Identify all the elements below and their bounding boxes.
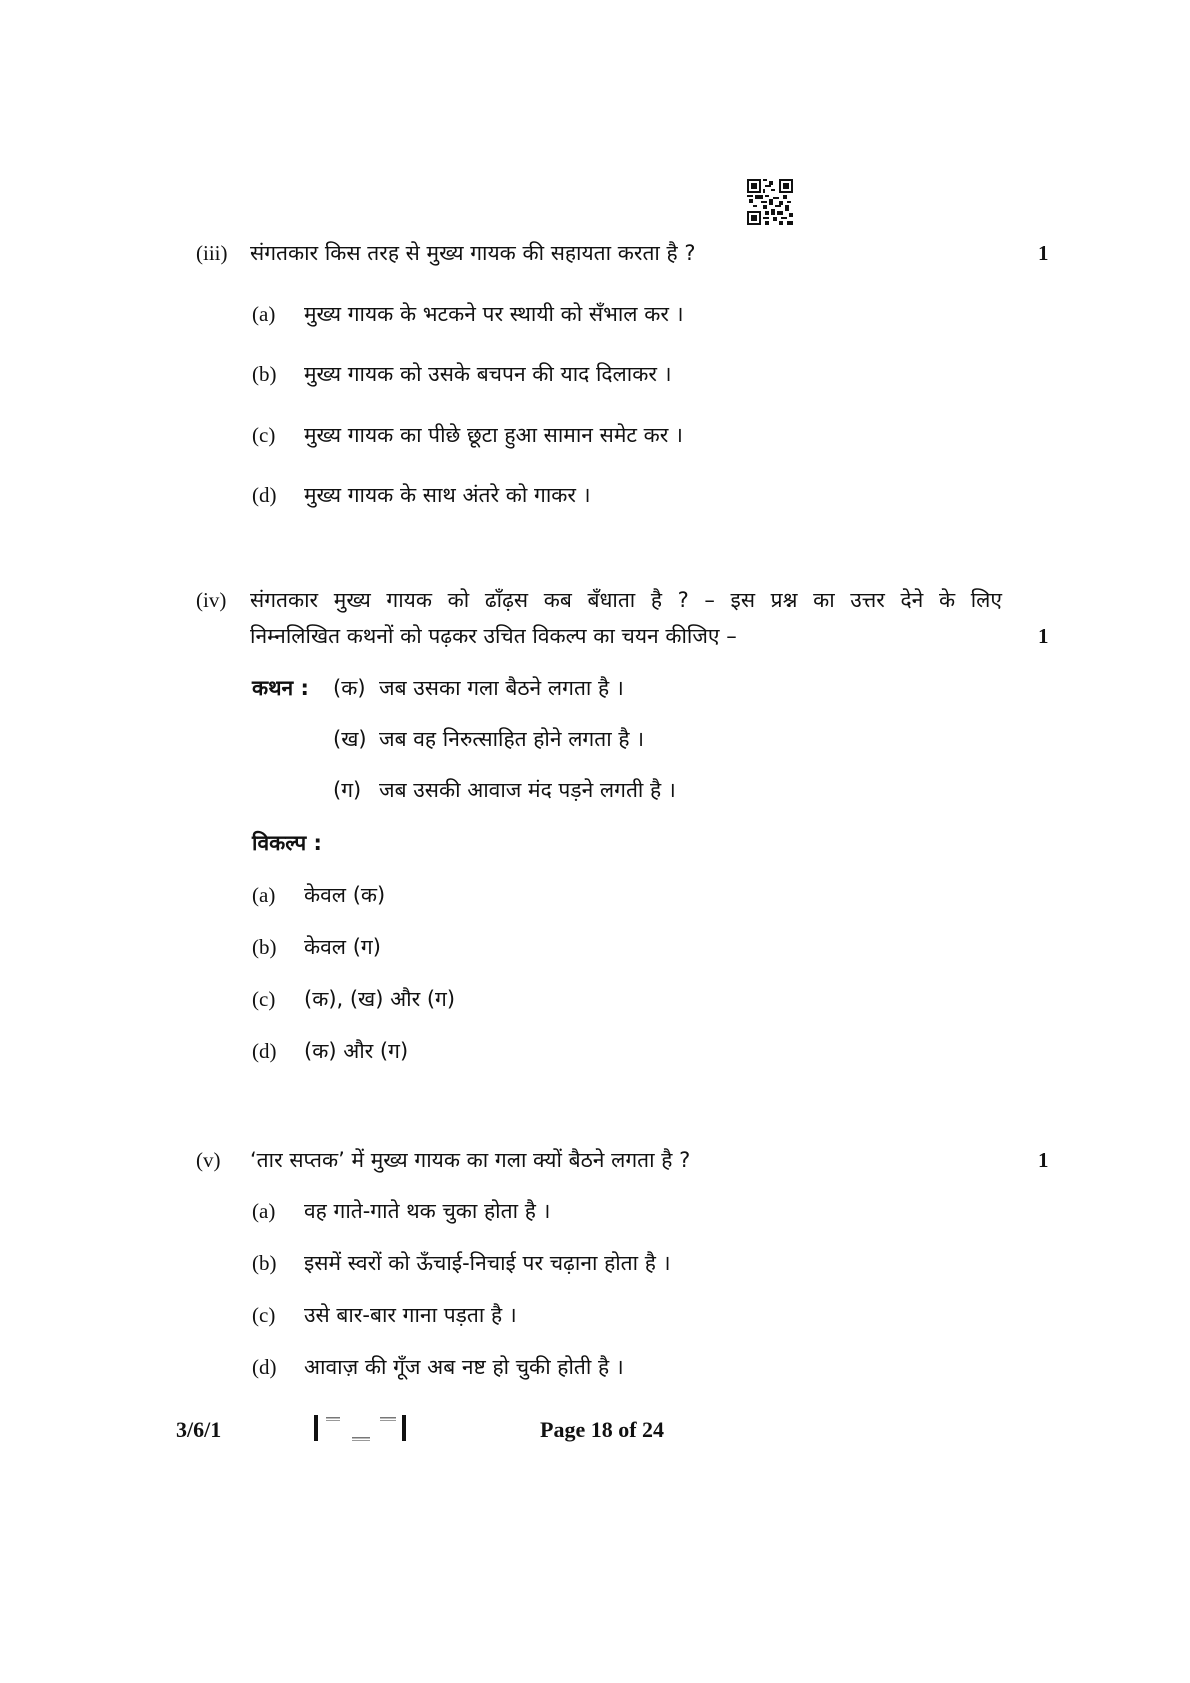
option-text: केवल (क) bbox=[304, 883, 386, 907]
statement-label: (क) bbox=[333, 676, 366, 700]
option-text: (क) और (ग) bbox=[304, 1039, 409, 1063]
option-text: आवाज़ की गूँज अब नष्ट हो चुकी होती है । bbox=[304, 1355, 624, 1379]
option-b bbox=[252, 933, 381, 961]
option-b bbox=[252, 360, 672, 388]
option-d bbox=[252, 1353, 624, 1381]
question-text-line1: संगतकार मुख्य गायक को ढाँढ़स कब बँधाता है ? – इस प्रश्न का उत्तर देने के लिए bbox=[250, 588, 1002, 612]
question-marks: 1 bbox=[1038, 1148, 1049, 1172]
option-c bbox=[252, 421, 683, 449]
option-label: (d) bbox=[252, 1355, 277, 1379]
option-label: (b) bbox=[252, 1251, 277, 1275]
option-d bbox=[252, 481, 591, 509]
options-label: विकल्प : bbox=[252, 831, 322, 855]
option-label: (a) bbox=[252, 883, 276, 907]
option-text: केवल (ग) bbox=[304, 935, 381, 959]
statement-label: (ग) bbox=[333, 778, 362, 802]
option-a bbox=[252, 300, 684, 328]
question-marks: 1 bbox=[1038, 624, 1049, 648]
option-label: (b) bbox=[252, 362, 277, 386]
option-d bbox=[252, 1037, 408, 1065]
option-a bbox=[252, 881, 385, 909]
option-label: (b) bbox=[252, 935, 277, 959]
statement-text: जब वह निरुत्साहित होने लगता है । bbox=[379, 727, 645, 751]
option-b bbox=[252, 1249, 671, 1277]
option-label: (a) bbox=[252, 1199, 276, 1223]
paper-code: 3/6/1 bbox=[176, 1417, 222, 1442]
option-text: वह गाते-गाते थक चुका होता है । bbox=[304, 1199, 551, 1223]
option-label: (d) bbox=[252, 483, 277, 507]
barcode-mark-icon bbox=[314, 1413, 410, 1443]
statements-label: कथन : bbox=[252, 676, 309, 700]
question-text: ‘तार सप्तक’ में मुख्य गायक का गला क्यों बैठने लगता है ? bbox=[250, 1148, 691, 1172]
statement-ga bbox=[333, 776, 676, 804]
option-text: मुख्य गायक के भटकने पर स्थायी को सँभाल कर । bbox=[304, 302, 684, 326]
option-c bbox=[252, 1301, 517, 1329]
statement-text: जब उसकी आवाज मंद पड़ने लगती है । bbox=[379, 778, 676, 802]
option-text: मुख्य गायक के साथ अंतरे को गाकर । bbox=[304, 483, 591, 507]
option-label: (a) bbox=[252, 302, 276, 326]
statement-label: (ख) bbox=[333, 727, 367, 751]
option-text: (क), (ख) और (ग) bbox=[304, 987, 456, 1011]
option-c bbox=[252, 985, 455, 1013]
qr-code-icon bbox=[747, 179, 793, 225]
question-text-line2: निम्नलिखित कथनों को पढ़कर उचित विकल्प का चयन कीजिए – bbox=[250, 624, 737, 648]
question-number: (iv) bbox=[196, 588, 227, 612]
option-label: (c) bbox=[252, 987, 276, 1011]
option-label: (d) bbox=[252, 1039, 277, 1063]
question-number: (iii) bbox=[196, 241, 228, 265]
option-text: उसे बार-बार गाना पड़ता है । bbox=[304, 1303, 517, 1327]
page-number: Page 18 of 24 bbox=[540, 1417, 665, 1442]
statement-text: जब उसका गला बैठने लगता है । bbox=[379, 676, 624, 700]
option-a bbox=[252, 1197, 550, 1225]
option-label: (c) bbox=[252, 1303, 276, 1327]
question-marks: 1 bbox=[1038, 241, 1049, 265]
question-text: संगतकार किस तरह से मुख्य गायक की सहायता करता है ? bbox=[250, 241, 696, 265]
statement-kha bbox=[333, 725, 644, 753]
option-label: (c) bbox=[252, 423, 276, 447]
question-number: (v) bbox=[196, 1148, 221, 1172]
statement-ka bbox=[333, 674, 624, 702]
option-text: मुख्य गायक का पीछे छूटा हुआ सामान समेट कर । bbox=[304, 423, 683, 447]
option-text: मुख्य गायक को उसके बचपन की याद दिलाकर । bbox=[304, 362, 672, 386]
option-text: इसमें स्वरों को ऊँचाई-निचाई पर चढ़ाना होता है । bbox=[304, 1251, 671, 1275]
